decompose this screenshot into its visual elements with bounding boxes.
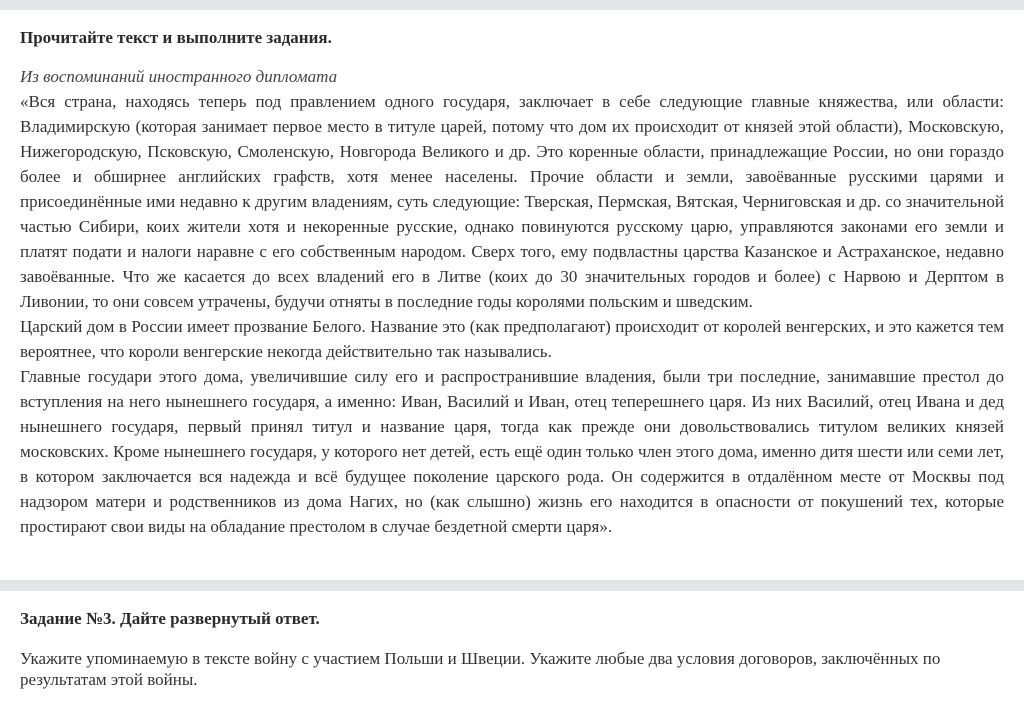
task-card	[0, 591, 1024, 720]
source-title: Из воспоминаний иностранного дипломата	[20, 67, 338, 86]
text-paragraph-2: Царский дом в России имеет прозвание Белого. Название это (как предполагают) происходит от королей венгерских, и это кажется тем вероятнее, что короли венгерские некогда действительно так назывались.	[20, 317, 1004, 361]
section-divider	[0, 580, 1024, 591]
task-title: Задание №3. Дайте развернутый ответ.	[20, 609, 320, 628]
top-divider	[0, 0, 1024, 10]
text-paragraph-3: Главные государи этого дома, увеличившие силу его и распространившие владения, были три последние, занимавшие престол до вступления на него нынешнего государя, а именно: Иван, Василий и Иван, отец теперешнего царя. Из них Василий, отец Ивана и дед нынешнего государя, первый принял титул и название царя, тогда как прежде они довольствовались титулом великих князей московских. Кроме нынешнего государя, у которого нет детей, есть ещё один только член этого дома, именно дитя шести или семи лет, в котором заключается вся надежда и всё будущее поколение царского рода. Он содержится в отдалённом месте от Москвы под надзором матери и родственников из дома Нагих, но (как слышно) жизнь его находится в опасности от покушений тех, которые простирают свои виды на обладание престолом в случае бездетной смерти царя».	[20, 367, 1004, 536]
reading-card	[0, 10, 1024, 580]
task-text: Укажите упоминаемую в тексте войну с участием Польши и Швеции. Укажите любые два условия договоров, заключённых по результатам этой войны.	[20, 649, 941, 689]
reading-instruction: Прочитайте текст и выполните задания.	[20, 28, 332, 47]
text-paragraph-1: «Вся страна, находясь теперь под правлением одного государя, заключает в себе следующие главные княжества, или области: Владимирскую (которая занимает первое место в титуле царей, потому что дом их происходит от князей этой области), Московскую, Нижегородскую, Псковскую, Смоленскую, Новгорода Великого и др. Это коренные области, принадлежащие России, но они гораздо более и обширнее английских графств, хотя менее населены. Прочие области и земли, завоёванные русскими царями и присоединённые ими недавно к другим владениям, суть следующие: Тверская, Пермская, Вятская, Черниговская и др. со значительной частью Сибири, коих жители хотя и некоренные русские, однако повинуются русскому царю, управляются законами его земли и платят подати и налоги наравне с его собственным народом. Сверх того, ему подвластны царства Казанское и Астраханское, недавно завоёванные. Что же касается до всех владений его в Литве (коих до 30 значительных городов и более) с Нарвою и Дерптом в Ливонии, то они совсем утрачены, будучи отняты в последние годы королями польским и шведским.	[20, 92, 1004, 311]
